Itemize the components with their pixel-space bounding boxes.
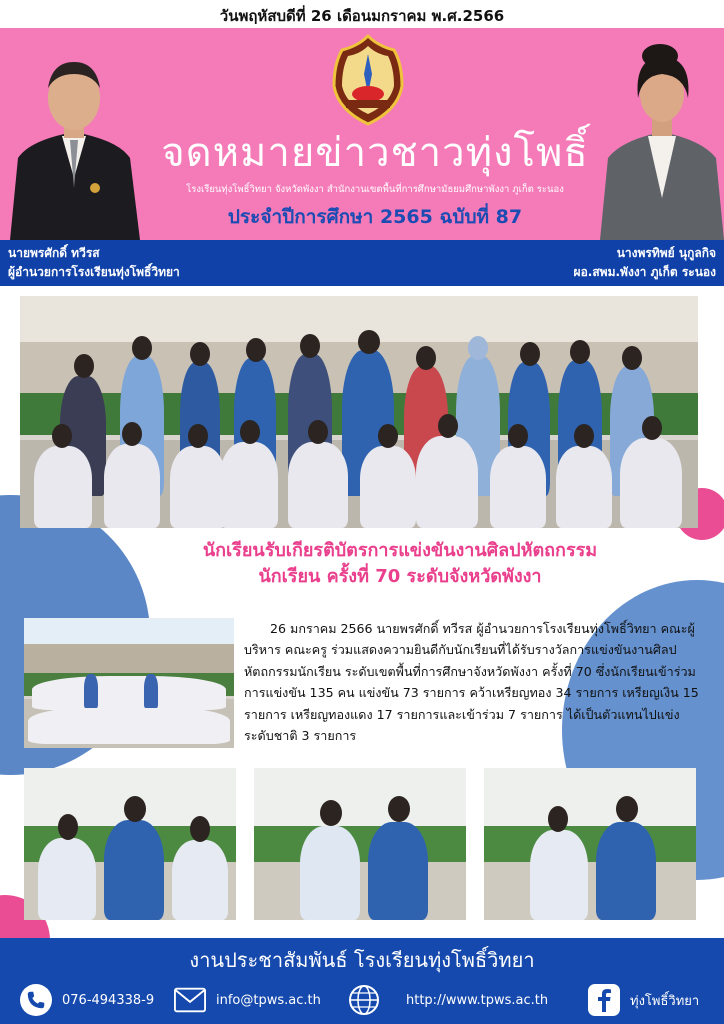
article-headline <box>140 538 660 590</box>
newsletter-subtitle: โรงเรียนทุ่งโพธิ์วิทยา จังหวัดพังงา สำนักงานเขตพื้นที่การศึกษามัธยมศึกษาพังงา ภูเก็ต ระนอง <box>186 184 564 195</box>
phone-icon <box>20 984 52 1016</box>
footer-title: งานประชาสัมพันธ์ โรงเรียนทุ่งโพธิ์วิทยา <box>189 948 535 972</box>
newsletter-title: จดหมายข่าวชาวทุ่งโพธิ์ <box>161 130 589 176</box>
director-caption <box>8 244 180 282</box>
certificate-photo-1 <box>24 768 236 920</box>
contact-facebook[interactable] <box>588 984 699 1016</box>
district-director-name: นางพรทิพย์ นุกูลกิจ <box>616 246 716 260</box>
facebook-page: ทุ่งโพธิ์วิทยา <box>630 993 700 1009</box>
certificate-photo-2 <box>254 768 466 920</box>
article-headline-line-2: นักเรียน ครั้งที่ 70 ระดับจังหวัดพังงา <box>258 566 542 587</box>
director-photo <box>0 28 148 240</box>
names-band <box>0 240 724 286</box>
article-body: 26 มกราคม 2566 นายพรศักดิ์ ทวีรส ผู้อำนวยการโรงเรียนทุ่งโพธิ์วิทยา คณะผู้บริหาร คณะครู ร่วมแสดงความยินดีกับนักเรียนที่ได้รับรางวัลการแข่งขันงานศิลปหัตถกรรมนักเรียน ระดับเขตพื้นที่การศึกษาจังหวัดพังงา ครั้งที่ 70 ซึ่งนักเรียนเข้าร่วมการแข่งขัน 135 คน แข่งขัน 73 รายการ คว้าเหรียญทอง 34 รายการ เหรียญเงิน 15 รายการ เหรียญทองแดง 17 รายการและเข้าร่วม 7 รายการ ได้เป็นตัวแทนไปแข่งระดับชาติ 3 รายการ <box>244 621 699 744</box>
school-logo <box>328 34 408 126</box>
footer <box>0 938 724 1024</box>
phone-number: 076-494338-9 <box>62 992 155 1008</box>
envelope-icon <box>174 984 206 1016</box>
district-director-caption <box>574 244 716 282</box>
director-position: ผู้อำนวยการโรงเรียนทุ่งโพธิ์วิทยา <box>8 265 180 279</box>
facebook-icon <box>588 984 620 1016</box>
district-director-photo <box>600 28 724 240</box>
certificate-photo-3 <box>484 768 696 920</box>
website-url: http://www.tpws.ac.th <box>406 992 549 1008</box>
contact-email[interactable] <box>174 984 321 1016</box>
email-address: info@tpws.ac.th <box>216 992 321 1008</box>
contact-website[interactable] <box>348 984 548 1016</box>
group-photo <box>20 296 698 528</box>
article-headline-line-1: นักเรียนรับเกียรติบัตรการแข่งขันงานศิลปหัตถกรรม <box>202 540 598 561</box>
issue-date: วันพฤหัสบดีที่ 26 เดือนมกราคม พ.ศ.2566 <box>219 7 505 25</box>
contact-phone[interactable] <box>20 984 154 1016</box>
issue-number: ประจำปีการศึกษา 2565 ฉบับที่ 87 <box>227 206 523 228</box>
director-name: นายพรศักดิ์ ทวีรส <box>8 246 100 260</box>
district-director-position: ผอ.สพม.พังงา ภูเก็ต ระนอง <box>573 265 716 279</box>
globe-www-icon <box>348 984 380 1016</box>
students-group-photo <box>24 618 234 748</box>
